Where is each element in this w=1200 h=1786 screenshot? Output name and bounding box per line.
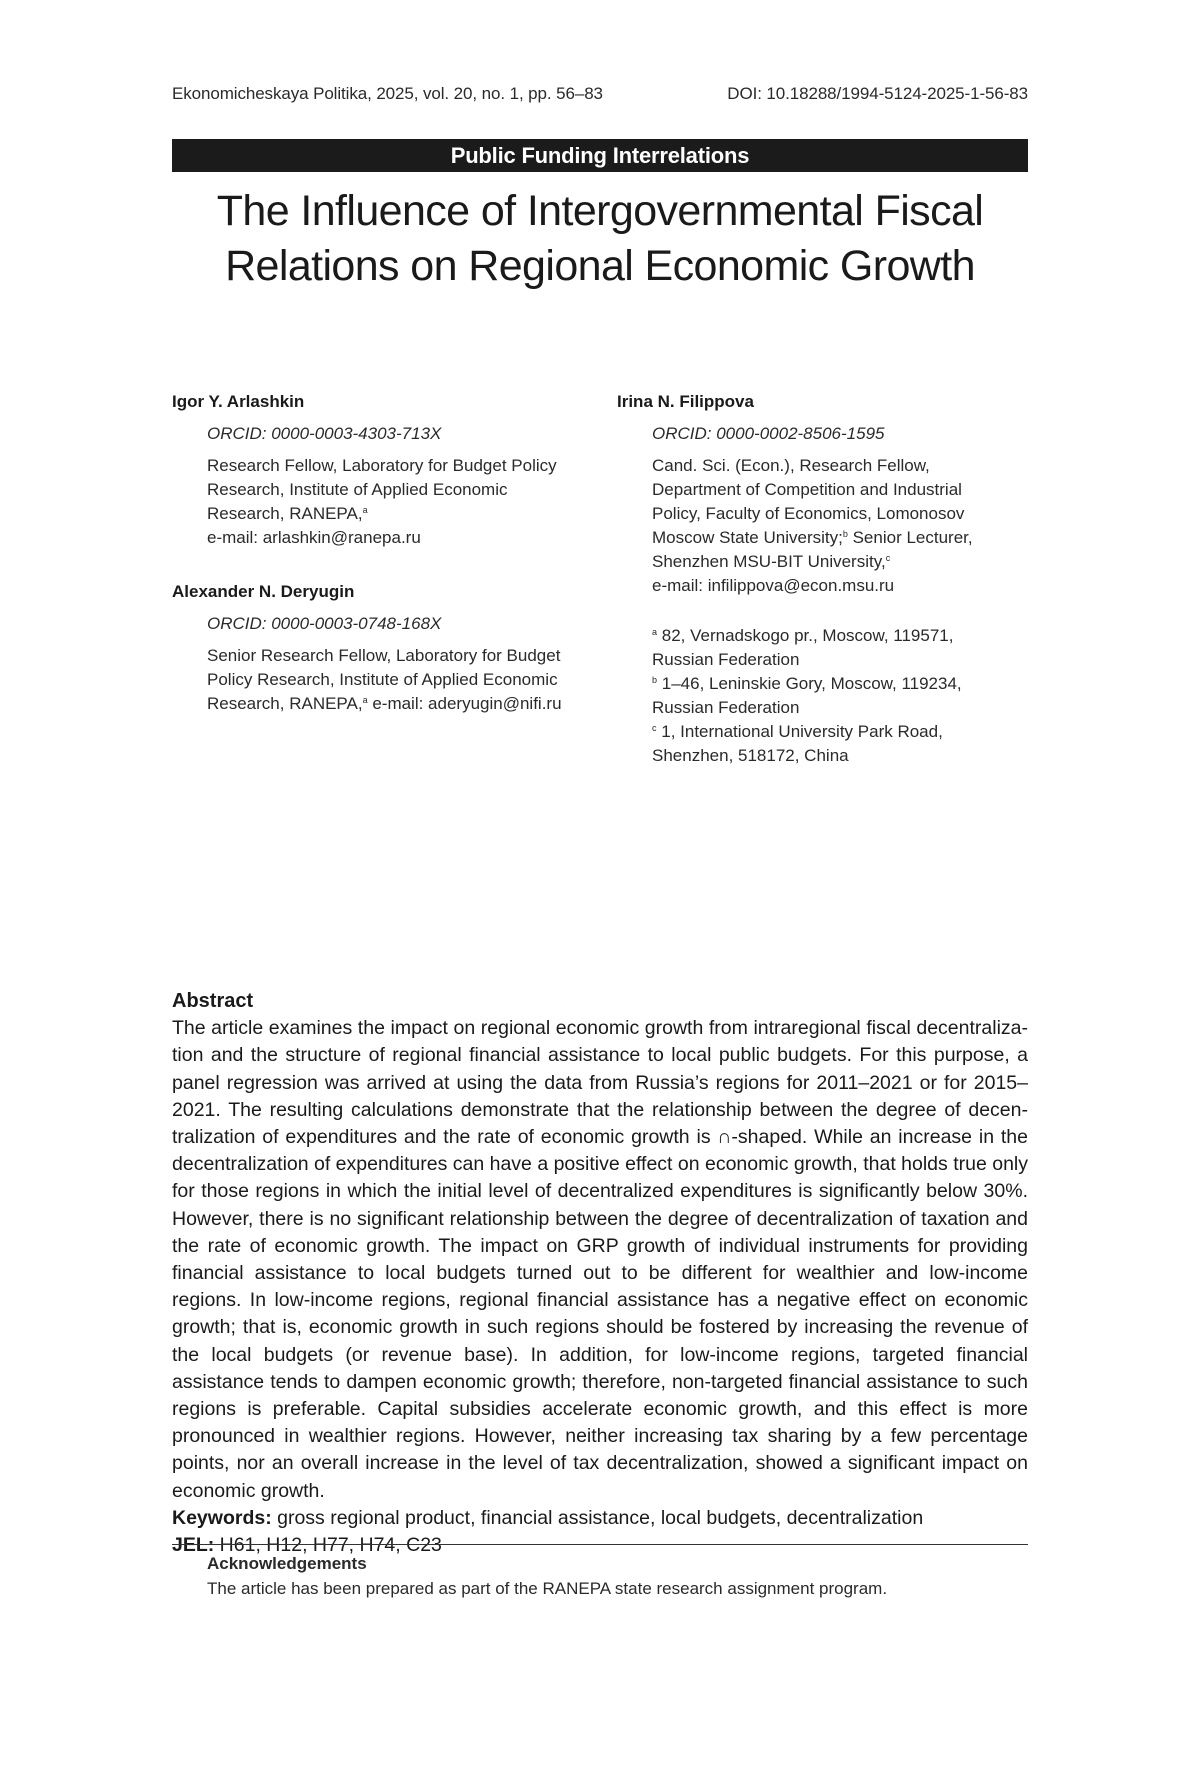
address-line: $^b$ 1–46, Leninskie Gory, Moscow, 119234,: [652, 674, 962, 693]
author-block-filippova: [617, 390, 1037, 768]
keywords-text: gross regional product, financial assistance, local budgets, decentralization: [271, 1506, 924, 1529]
authors-right-column: [617, 390, 1037, 768]
affiliation-line: Cand. Sci. (Econ.), Research Fellow,: [652, 456, 930, 475]
section-label: Public Funding Interrelations: [172, 139, 1028, 172]
jel-label: JEL:: [172, 1534, 215, 1557]
author-name: Igor Y. Arlashkin: [172, 392, 305, 411]
abstract-section: [172, 988, 1028, 1559]
address-list: [652, 624, 1037, 768]
doi: DOI: 10.18288/1994-5124-2025-1-56-83: [727, 84, 1028, 103]
author-orcid: ORCID: 0000-0003-4303-713X: [207, 424, 442, 443]
author-email: e-mail: infilippova@econ.msu.ru: [652, 576, 895, 595]
affiliation-line: Shenzhen MSU-BIT University,$^c$: [652, 552, 891, 571]
acknowledgements-heading: Acknowledgements: [207, 1554, 367, 1573]
title-line-2: Relations on Regional Economic Growth: [225, 242, 975, 290]
affiliation-line: Moscow State University;$^b$ Senior Lecturer,: [652, 528, 973, 547]
address-line: Shenzhen, 518172, China: [652, 746, 849, 765]
title-line-1: The Influence of Intergovernmental Fiscal: [216, 187, 984, 235]
keywords-label: Keywords:: [172, 1506, 272, 1529]
abstract-heading: Abstract: [172, 990, 254, 1012]
author-block-deryugin: [172, 580, 592, 716]
divider: [172, 1544, 1028, 1545]
author-email: e-mail: arlashkin@ranepa.ru: [207, 528, 421, 547]
acknowledgements-text: The article has been prepared as part of the RANEPA state research assignment program.: [207, 1579, 888, 1598]
affiliation-line: Research, RANEPA,$^a$: [207, 504, 368, 523]
keywords: [172, 1505, 1028, 1532]
affiliation-line: Policy, Faculty of Economics, Lomonosov: [652, 504, 965, 523]
authors-left-column: [172, 390, 592, 746]
affiliation-line: Research, RANEPA,$^a$ e-mail: aderyugin@nifi.ru: [207, 694, 562, 713]
author-name: Alexander N. Deryugin: [172, 582, 355, 601]
article-title: [172, 184, 1028, 294]
affiliation-line: Research, Institute of Applied Economic: [207, 480, 508, 499]
address-line: Russian Federation: [652, 650, 800, 669]
acknowledgements: [207, 1551, 1027, 1601]
affiliation-mark: b: [842, 529, 848, 539]
author-orcid: ORCID: 0000-0002-8506-1595: [652, 424, 885, 443]
affiliation-line: Department of Competition and Industrial: [652, 480, 962, 499]
author-orcid: ORCID: 0000-0003-0748-168X: [207, 614, 442, 633]
affiliation-mark: a: [362, 505, 368, 515]
author-name: Irina N. Filippova: [617, 392, 754, 411]
affiliation-line: Policy Research, Institute of Applied Economic: [207, 670, 558, 689]
address-line: Russian Federation: [652, 698, 800, 717]
affiliation-line: Research Fellow, Laboratory for Budget Policy: [207, 456, 557, 475]
affiliation-line: Senior Research Fellow, Laboratory for Budget: [207, 646, 561, 665]
address-line: $^a$ 82, Vernadskogo pr., Moscow, 119571,: [652, 626, 954, 645]
journal-reference: Ekonomicheskaya Politika, 2025, vol. 20, no. 1, pp. 56–83: [172, 84, 603, 103]
affiliation-mark: a: [362, 695, 368, 705]
author-block-arlashkin: [172, 390, 592, 550]
author-email: e-mail: aderyugin@nifi.ru: [372, 694, 562, 713]
jel-text: H61, H12, H77, H74, C23: [214, 1534, 442, 1557]
affiliation-mark: c: [885, 553, 891, 563]
running-header: [172, 84, 1028, 104]
address-line: $^c$ 1, International University Park Road,: [652, 722, 943, 741]
abstract-text: The article examines the impact on regional economic growth from intraregional fiscal decentralization and the structure of regional financial assistance to local public budgets. For this purpose, a panel regression was arrived at using the data from Russia’s regions for 2011–2021 or for 2015–2021. The resulting calculations demonstrate that the relationship between the degree of decentralization of expenditures and the rate of economic growth is ∩-shaped. While an increase in the decentralization of expenditures can have a positive effect on economic growth, that holds true only for those regions in which the initial level of decentralized expenditures is significantly below 30%. However, there is no significant relationship between the degree of decentralization of taxation and the rate of economic growth. The impact on GRP growth of individual instruments for providing financial assistance to local budgets turned out to be different for wealthier and low-income regions. In low-income regions, regional financial assistance has a negative effect on economic growth; that is, economic growth in such regions should be fostered by increasing the revenue of the local budgets (or revenue base). In addition, for low-income regions, targeted financial assistance tends to dampen economic growth; therefore, non-targeted financial assistance to such regions is preferable. Capital subsidies accelerate economic growth, and this effect is more pronounced in wealthier regions. However, neither increasing tax sharing by a few percentage points, nor an overall increase in the level of tax decentralization, showed a significant impact on economic growth.: [172, 1017, 1028, 1502]
